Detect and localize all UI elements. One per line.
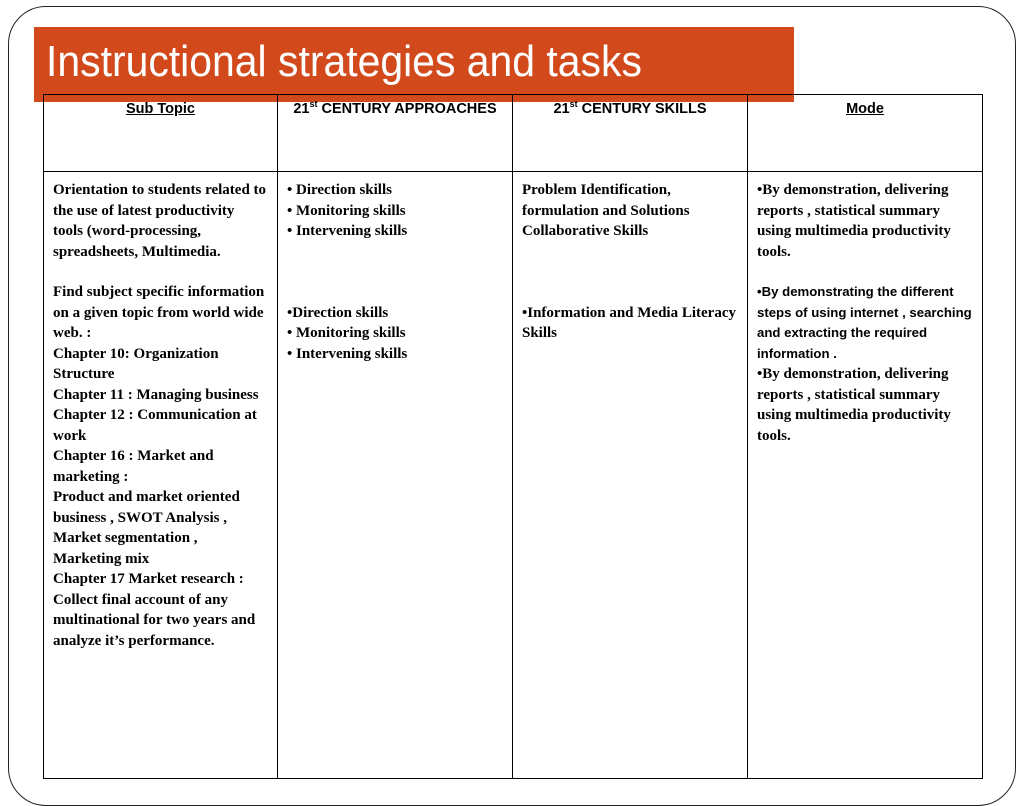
mode-item-1: •By demonstration, delivering reports , statistical summary using multimedia productivity tools.: [757, 182, 951, 260]
cell-approaches: [278, 172, 513, 779]
skills-information-media: •Information and Media Literacy Skills: [522, 304, 736, 341]
sub-topic-chapters: Find subject specific information on a given topic from world wide web. : Chapter 10: Organization Structure Chapter 11 : Managing business Chapter 12 : Communication at work Chapter 16 : Market and marketing : Product and market oriented business , SWOT Analysis , Market segmentation , Marketing mix Chapter 17 Market research : Collect final account of any multinational for two years and analyze it’s performance.: [53, 284, 265, 649]
skills-problem-identification: Problem Identification, formulation and Solutions Collaborative Skills: [522, 182, 690, 239]
header-row: [44, 95, 983, 172]
header-skills: 21st CENTURY SKILLS: [513, 95, 748, 172]
cell-skills: [513, 172, 748, 779]
strategies-table: [43, 94, 983, 779]
cell-mode: [748, 172, 983, 779]
table-row: [44, 172, 983, 779]
page-title: Instructional strategies and tasks: [46, 37, 642, 86]
cell-sub-topic: [44, 172, 278, 779]
header-approaches: 21st CENTURY APPROACHES: [278, 95, 513, 172]
sub-topic-orientation: Orientation to students related to the use of latest productivity tools (word-processing, spreadsheets, Multimedia.: [53, 182, 267, 260]
approaches-list-2: •Direction skills • Monitoring skills • Intervening skills: [287, 304, 408, 362]
header-mode: Mode: [748, 95, 983, 172]
mode-item-3: •By demonstration, delivering reports , statistical summary using multimedia productivity tools.: [757, 366, 951, 444]
approaches-list-1: • Direction skills • Monitoring skills • Intervening skills: [287, 182, 408, 239]
mode-item-2: •By demonstrating the different steps of using internet , searching and extracting the required information .: [757, 284, 972, 361]
header-sub-topic: Sub Topic: [44, 95, 278, 172]
